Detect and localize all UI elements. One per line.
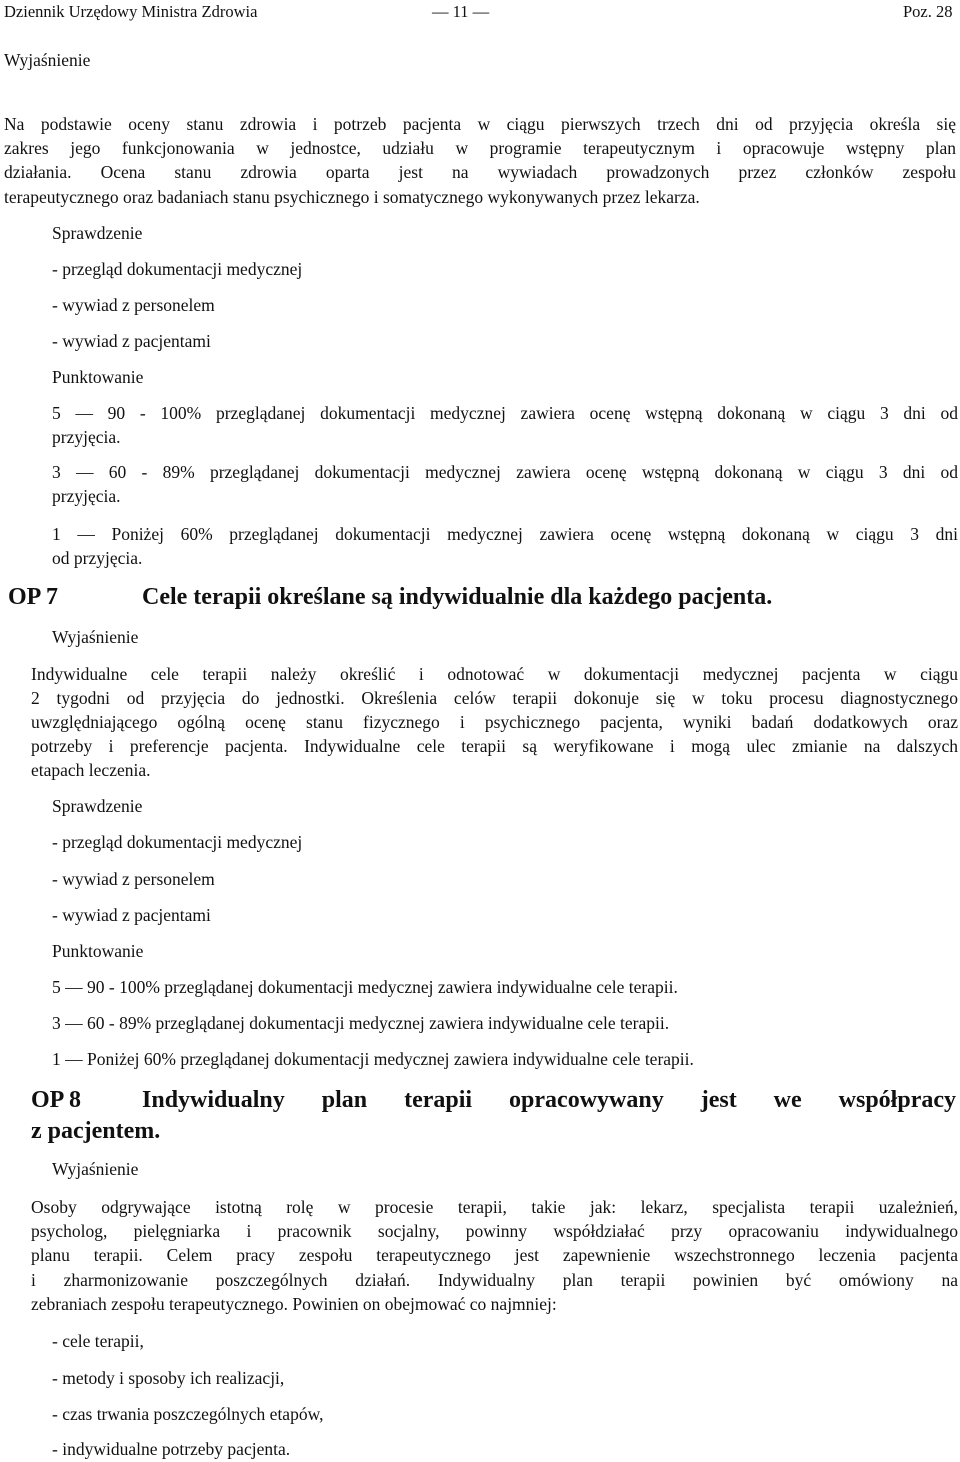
list-item: - indywidualne potrzeby pacjenta. [52,1439,291,1459]
section-title: Cele terapii określane są indywidualnie dla każdego pacjenta. [142,584,773,610]
score-line: 5 — 90 - 100% przeglądanej dokumentacji medycznej zawiera ocenę wstępną dokonaną w ciągu 3 dni od [52,403,958,423]
score-line: 1 — Poniżej 60% przeglądanej dokumentacji medycznej zawiera ocenę wstępną dokonaną w ciągu 3 dni [52,524,958,544]
check-item: - wywiad z personelem [52,295,215,315]
check-heading: Sprawdzenie [52,796,143,816]
score-line: 5 — 90 - 100% przeglądanej dokumentacji medycznej zawiera indywidualne cele terapii. [52,977,678,997]
paragraph-line: 2 tygodni od przyjęcia do jednostki. Określenia celów terapii dokonuje się w toku procesu diagnostycznego [31,688,958,708]
list-item: - metody i sposoby ich realizacji, [52,1368,285,1388]
journal-title: Dziennik Urzędowy Ministra Zdrowia [4,2,258,21]
paragraph-line: Indywidualne cele terapii należy określić i odnotować w dokumentacji medycznej pacjenta w ciągu [31,664,958,684]
check-item: - przegląd dokumentacji medycznej [52,259,303,279]
check-item: - wywiad z pacjentami [52,905,211,925]
score-line: 1 — Poniżej 60% przeglądanej dokumentacji medycznej zawiera indywidualne cele terapii. [52,1049,694,1069]
check-heading: Sprawdzenie [52,223,143,243]
paragraph-line: potrzeby i preferencje pacjenta. Indywidualne cele terapii są weryfikowane i mogą ulec zmianie na dalszych [31,736,958,756]
score-line: przyjęcia. [52,427,121,447]
paragraph-line: Osoby odgrywające istotną rolę w procesie terapii, takie jak: lekarz, specjalista terapii uzależnień, [31,1197,958,1217]
list-item: - czas trwania poszczególnych etapów, [52,1404,324,1424]
paragraph-line: uwzględniającego ogólną ocenę stanu fizycznego i psychicznego pacjenta, wyniki badań dodatkowych oraz [31,712,958,732]
paragraph-line: etapach leczenia. [31,760,151,780]
position-number: Poz. 28 [903,2,953,21]
section-title-continued: z pacjentem. [31,1118,161,1144]
score-line: 3 — 60 - 89% przeglądanej dokumentacji medycznej zawiera indywidualne cele terapii. [52,1013,670,1033]
page-number: — 11 — [432,2,490,21]
check-item: - wywiad z pacjentami [52,331,211,351]
paragraph-line: i zharmonizowanie poszczególnych działań. Indywidualny plan terapii powinien być omówiony na [31,1270,958,1290]
paragraph-line: zakres jego funkcjonowania w jednostce, udziału w programie terapeutycznym i opracowuje wstępny plan [4,138,956,158]
check-item: - przegląd dokumentacji medycznej [52,832,303,852]
section-number: OP 8 [31,1087,82,1113]
section-title: Indywidualny plan terapii opracowywany jest we współpracy [142,1087,956,1113]
score-line: od przyjęcia. [52,548,143,568]
score-heading: Punktowanie [52,367,144,387]
score-heading: Punktowanie [52,941,144,961]
paragraph-line: Na podstawie oceny stanu zdrowia i potrzeb pacjenta w ciągu pierwszych trzech dni od przyjęcia określa się [4,114,956,134]
explanation-heading: Wyjaśnienie [52,627,139,647]
explanation-heading: Wyjaśnienie [52,1159,139,1179]
paragraph-line: działania. Ocena stanu zdrowia oparta jest na wywiadach prowadzonych przez członków zespołu [4,162,956,182]
score-line: 3 — 60 - 89% przeglądanej dokumentacji medycznej zawiera ocenę wstępną dokonaną w ciągu 3 dni od [52,462,958,482]
paragraph-line: psycholog, pielęgniarka i pracownik socjalny, powinny współdziałać przy opracowaniu indywidualnego [31,1221,958,1241]
section-number: OP 7 [8,584,59,610]
paragraph-line: terapeutycznego oraz badaniach stanu psychicznego i somatycznego wykonywanych przez lekarza. [4,187,700,207]
paragraph-line: zebraniach zespołu terapeutycznego. Powinien on obejmować co najmniej: [31,1294,557,1314]
explanation-heading: Wyjaśnienie [4,50,91,70]
check-item: - wywiad z personelem [52,869,215,889]
list-item: - cele terapii, [52,1331,144,1351]
score-line: przyjęcia. [52,486,121,506]
paragraph-line: planu terapii. Celem pracy zespołu terapeutycznego jest zapewnienie wszechstronnego leczenia pacjenta [31,1245,958,1265]
